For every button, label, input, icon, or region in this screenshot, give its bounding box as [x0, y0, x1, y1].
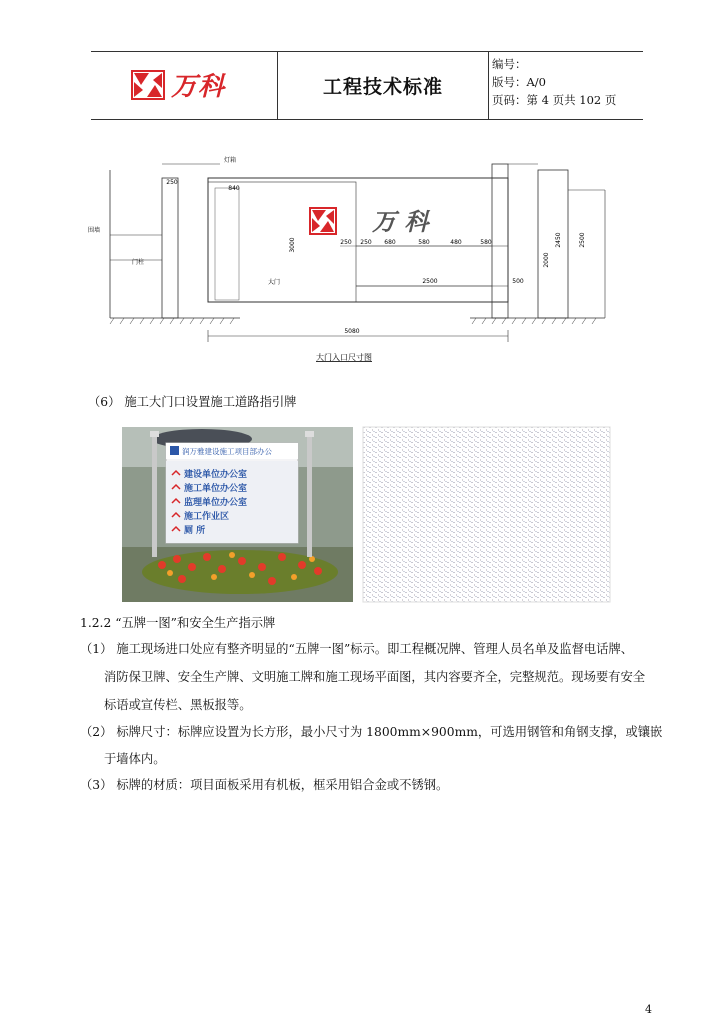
document-header — [91, 51, 643, 120]
label-wall: 围墙 — [88, 227, 101, 234]
dim-seg1: 250 — [340, 239, 352, 246]
paragraph-1-line-1: （1） 施工现场进口处应有整齐明显的“五牌一图”标示。即工程概况牌、管理人员名单及监督电话牌、 — [80, 642, 634, 656]
gate-dimension-drawing — [88, 150, 620, 370]
dim-total: 5080 — [344, 328, 360, 335]
signboard-header: 润万雅建设施工项目部办公 — [182, 447, 272, 456]
label-gate-pillar: 门柱 — [132, 259, 145, 266]
title-cell — [277, 52, 489, 119]
dim-seg4: 580 — [418, 239, 430, 246]
signboard-photos — [122, 427, 610, 602]
logo-cell — [91, 52, 277, 119]
dim-seg6: 580 — [480, 239, 492, 246]
dim-h2: 2000 — [543, 252, 550, 268]
dim-left-w: 840 — [228, 185, 240, 192]
dim-seg2: 250 — [360, 239, 372, 246]
label-door: 大门 — [268, 279, 281, 286]
signboard-item-1: 建设单位办公室 — [184, 470, 248, 480]
signboard-item-3: 监理单位办公室 — [184, 498, 248, 508]
doc-page: 页码：第 4 页共 102 页 — [492, 93, 617, 107]
dim-small-left: 250 — [166, 179, 178, 186]
document-title: 工程技术标准 — [322, 76, 443, 98]
drawing-caption: 大门入口尺寸图 — [316, 353, 372, 362]
label-top: 灯箱 — [224, 157, 237, 164]
dim-h3: 2450 — [555, 232, 562, 248]
logo-text: 万科 — [171, 72, 226, 102]
drawing-sign-text: 万 科 — [372, 208, 429, 236]
paragraph-3: （3） 标牌的材质：项目面板采用有机板，框采用铝合金或不锈钢。 — [80, 778, 449, 792]
dim-h1: 3000 — [289, 237, 296, 253]
vanke-logo-icon — [131, 70, 165, 100]
signboard-drawing-placeholder — [363, 427, 610, 602]
paragraph-2-line-1: （2） 标牌尺寸：标牌应设置为长方形，最小尺寸为 1800mm×900mm，可选用钢管和角钢支撑，或镶嵌 — [80, 725, 663, 739]
section-6-text: （6） 施工大门口设置施工道路指引牌 — [88, 395, 297, 409]
dim-right-span: 2500 — [422, 278, 438, 285]
meta-cell — [489, 52, 643, 122]
doc-version: 版号：A/0 — [492, 75, 546, 89]
dim-right-gap: 500 — [512, 278, 524, 285]
paragraph-1-line-3: 标语或宣传栏、黑板报等。 — [104, 698, 252, 712]
signboard-item-2: 施工单位办公室 — [184, 484, 248, 494]
section-heading: 1.2.2 “五牌一图”和安全生产指示牌 — [80, 616, 276, 630]
paragraph-1-line-2: 消防保卫牌、安全生产牌、文明施工牌和施工现场平面图，其内容要齐全，完整规范。现场要有安全 — [104, 670, 646, 684]
signboard-item-5: 厕 所 — [184, 526, 206, 536]
vanke-logo — [131, 66, 225, 103]
dim-seg3: 680 — [384, 239, 396, 246]
signboard-item-4: 施工作业区 — [184, 512, 230, 522]
signboard-photo — [122, 427, 353, 602]
dim-h4: 2500 — [579, 232, 586, 248]
doc-number: 编号： — [492, 57, 527, 71]
drawing-logo — [310, 208, 336, 234]
page-number: 4 — [645, 1003, 652, 1016]
paragraph-2-line-2: 于墙体内。 — [104, 752, 166, 766]
dim-seg5: 480 — [450, 239, 462, 246]
